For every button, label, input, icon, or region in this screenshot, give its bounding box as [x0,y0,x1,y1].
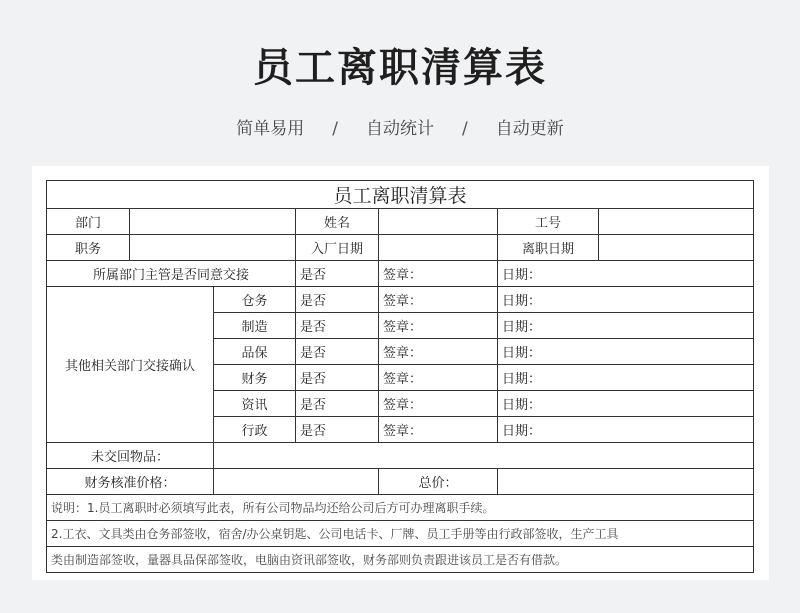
subtitle-item: 自动统计 [366,119,434,139]
unreturned-items-field[interactable] [214,443,754,469]
sign-field[interactable]: 签章： [379,287,498,313]
total-price-field[interactable] [498,469,754,495]
dept-name-warehouse: 仓务 [214,287,296,313]
form-title: 员工离职清算表 [47,181,754,209]
note-row [47,547,754,573]
date-field[interactable]: 日期： [498,417,754,443]
yes-no-field[interactable]: 是否 [296,261,379,287]
subtitle-item: 简单易用 [236,119,305,139]
leave-date-label: 离职日期 [498,235,599,261]
date-field[interactable]: 日期： [498,391,754,417]
table-row [47,209,754,235]
leave-date-field[interactable] [599,235,754,261]
position-label: 职务 [47,235,130,261]
yes-no-field[interactable]: 是否 [296,339,379,365]
yes-no-field[interactable]: 是否 [296,313,379,339]
dept-field[interactable] [130,209,296,235]
dept-name-finance: 财务 [214,365,296,391]
name-field[interactable] [379,209,498,235]
employee-id-field[interactable] [599,209,754,235]
dept-name-manufacturing: 制造 [214,313,296,339]
subtitle-item: 自动更新 [495,119,564,139]
note-row [47,495,754,521]
subtitle [0,114,800,139]
date-field[interactable]: 日期： [498,287,754,313]
finance-price-field[interactable] [214,469,379,495]
table-row [47,287,754,313]
note-row [47,521,754,547]
dept-name-it: 资讯 [214,391,296,417]
date-field[interactable]: 日期： [498,313,754,339]
note-line-1: 说明：1.员工离职时必须填写此表，所有公司物品均还给公司后方可办理离职手续。 [47,495,754,521]
date-field[interactable]: 日期： [498,339,754,365]
employee-id-label: 工号 [498,209,599,235]
table-row [47,469,754,495]
hire-date-label: 入厂日期 [296,235,379,261]
sign-field[interactable]: 签章： [379,391,498,417]
finance-price-label: 财务核准价格： [47,469,214,495]
sign-field[interactable]: 签章： [379,417,498,443]
sign-field[interactable]: 签章： [379,339,498,365]
table-row [47,443,754,469]
sign-field[interactable]: 签章： [379,313,498,339]
table-row [47,261,754,287]
date-field[interactable]: 日期： [498,261,754,287]
sign-field[interactable]: 签章： [379,261,498,287]
other-depts-label: 其他相关部门交接确认 [47,287,214,443]
resignation-form-table [46,180,754,573]
supervisor-approval-label: 所属部门主管是否同意交接 [47,261,296,287]
note-line-3: 类由制造部签收，量器具品保部签收，电脑由资讯部签收，财务部则负责跟进该员工是否有借款。 [47,547,754,573]
dept-name-quality: 品保 [214,339,296,365]
yes-no-field[interactable]: 是否 [296,417,379,443]
hire-date-field[interactable] [379,235,498,261]
dept-name-admin: 行政 [214,417,296,443]
subtitle-separator: / [332,119,338,139]
name-label: 姓名 [296,209,379,235]
position-field[interactable] [130,235,296,261]
total-price-label: 总价： [379,469,498,495]
table-row [47,235,754,261]
form-sheet [32,166,769,580]
unreturned-items-label: 未交回物品： [47,443,214,469]
yes-no-field[interactable]: 是否 [296,391,379,417]
yes-no-field[interactable]: 是否 [296,365,379,391]
yes-no-field[interactable]: 是否 [296,287,379,313]
subtitle-separator: / [462,119,468,139]
page-title: 员工离职清算表 [253,45,547,91]
note-line-2: 2.工衣、文具类由仓务部签收，宿舍/办公桌钥匙、公司电话卡、厂牌、员工手册等由行政部签收，生产工具 [47,521,754,547]
sign-field[interactable]: 签章： [379,365,498,391]
date-field[interactable]: 日期： [498,365,754,391]
dept-label: 部门 [47,209,130,235]
form-title-row [47,181,754,209]
